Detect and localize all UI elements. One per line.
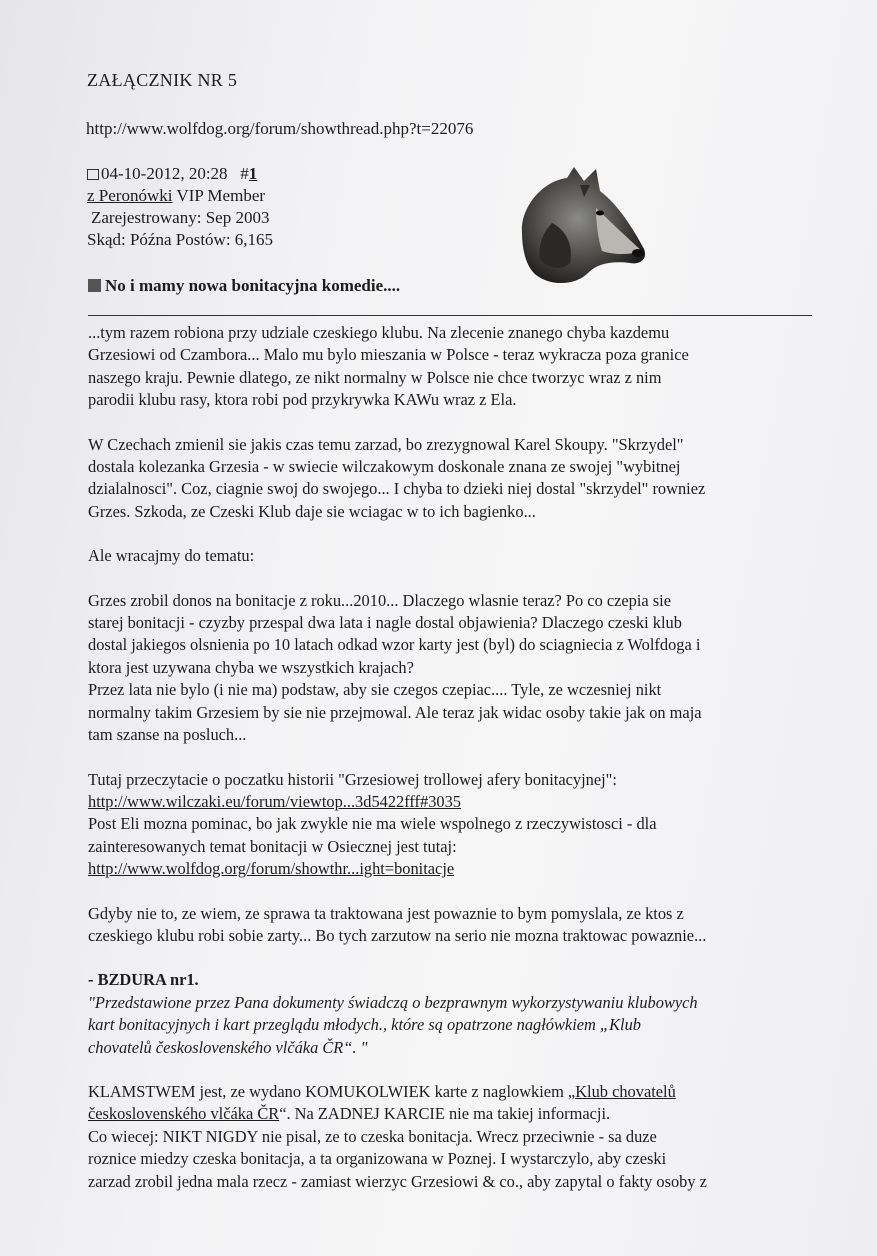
- body-line: Ale wracajmy do tematu:: [88, 546, 255, 566]
- body-line: zainteresowanych temat bonitacji w Osiecznej jest tutaj:: [88, 836, 457, 856]
- quote-line: chovatelů československého vlčáka ČR“. ": [88, 1037, 368, 1057]
- body-line: KLAMSTWEM jest, ze wydano KOMUKOLWIEK karte z naglowkiem „Klub chovatelů: [88, 1081, 676, 1101]
- body-line: Post Eli mozna pominac, bo jak zwykle nie ma wiele wspolnego z rzeczywistosci - dla: [88, 814, 657, 834]
- body-line: starej bonitacji - czyzby przespal dwa lata i nagle dostal objawienia? Dlaczego czeski klub: [88, 613, 682, 633]
- post-author-rank: VIP Member: [176, 186, 266, 205]
- post-number-link[interactable]: 1: [248, 164, 258, 183]
- body-line: naszego kraju. Pewnie dlatego, ze nikt normalny w Polsce nie chce tworzyc wraz z nim: [88, 367, 662, 387]
- bzdura-heading: - BZDURA nr1.: [88, 970, 199, 990]
- body-line: parodii klubu rasy, ktora robi pod przykrywka KAWu wraz z Ela.: [88, 390, 517, 410]
- body-line: Przez lata nie bylo (i nie ma) podstaw, aby sie czegos czepiac.... Tyle, ze wczesniej nikt: [88, 680, 662, 700]
- body-line: ktora jest uzywana chyba we wszystkich krajach?: [88, 657, 414, 677]
- body-line: Tutaj przeczytacie o poczatku historii "Grzesiowej trollowej afery bonitacyjnej":: [88, 769, 617, 789]
- body-line: Grzesiowi od Czambora... Malo mu bylo mieszania w Polsce - teraz wykracza poza granice: [88, 345, 689, 365]
- post-date-row: [87, 163, 273, 185]
- body-line: czeskiego klubu robi sobie zarty... Bo tych zarzutow na serio nie mozna traktowac powaznie...: [88, 925, 707, 945]
- post-icon: [87, 169, 99, 180]
- subject-divider: [88, 315, 812, 316]
- body-line: roznice miedzy czeska bonitacja, a ta organizowana w Poznej. I wystarczylo, aby czeski: [88, 1149, 667, 1169]
- post-subject-text: No i mamy nowa bonitacyjna komedie....: [105, 276, 401, 295]
- post-datetime: 04-10-2012, 20:28: [101, 164, 228, 183]
- body-line: Grzes zrobil donos na bonitacje z roku...2010... Dlaczego wlasnie teraz? Po co czepia sie: [88, 590, 672, 610]
- body-line: ...tym razem robiona przy udziale czeskiego klubu. Na zlecenie znanego chyba kazdemu: [88, 323, 670, 342]
- body-line: tam szanse na posluch...: [88, 725, 247, 745]
- body-line: Co wiecej: NIKT NIGDY nie pisal, ze to czeska bonitacja. Wrecz przeciwnie - sa duze: [88, 1126, 657, 1146]
- body-line: zarzad zrobil jedna mala rzecz - zamiast wierzyc Grzesiowi & co., aby zapytal o fakty osoby z: [88, 1171, 707, 1191]
- post-meta: [87, 163, 273, 251]
- bzdura-label: BZDURA: [97, 970, 166, 990]
- body-line: Gdyby nie to, ze wiem, ze sprawa ta traktowana jest powaznie to bym pomyslala, ze ktos z: [88, 903, 684, 923]
- club-name-part2: československého vlčáka ČR: [88, 1104, 280, 1124]
- quote-line: "Przedstawione przez Pana dokumenty świadczą o bezprawnym wykorzystywaniu klubowych: [88, 992, 698, 1012]
- post-author-link[interactable]: z Peronówki: [87, 186, 173, 205]
- post-number-prefix: #: [240, 164, 249, 183]
- body-line: dzialalnosci". Coz, ciagnie swoj do swojego... I chyba to dzieki niej dostal "skrzydel" rowniez: [88, 479, 706, 499]
- post-registered: Zarejestrowany: Sep 2003: [91, 208, 270, 227]
- wilczaki-forum-link[interactable]: http://www.wilczaki.eu/forum/viewtop...3d5422fff#3035: [88, 791, 461, 811]
- attachment-title: ZAŁĄCZNIK NR 5: [87, 70, 238, 90]
- body-line: dostala kolezanka Grzesia - w swiecie wilczakowym doskonale znana ze swojej "wybitnej: [88, 457, 681, 477]
- thread-url: http://www.wolfdog.org/forum/showthread.php?t=22076: [86, 119, 474, 138]
- post-location-posts: Skąd: Późna Postów: 6,165: [87, 230, 274, 249]
- post-subject-icon: [88, 279, 101, 292]
- body-line: normalny takim Grzesiem by sie nie przejmowal. Ale teraz jak widac osoby takie jak on maja: [88, 702, 702, 722]
- body-line: československého vlčáka ČR“. Na ZADNEJ KARCIE nie ma takiej informacji.: [88, 1104, 611, 1124]
- wolf-avatar-image: [512, 163, 652, 291]
- body-line: W Czechach zmienil sie jakis czas temu zarzad, bo zrezygnowal Karel Skoupy. "Skrzydel": [88, 434, 684, 454]
- post-author-row: [87, 185, 273, 207]
- wolfdog-forum-link[interactable]: http://www.wolfdog.org/forum/showthr...ight=bonitacje: [88, 859, 455, 879]
- quote-line: kart bonitacyjnych i kart przeglądu młodych., które są opatrzone nagłówkiem „Klub: [88, 1015, 641, 1035]
- club-name-part1: Klub chovatelů: [575, 1081, 676, 1101]
- body-line: dostal jakiegos olsnienia po 10 latach odkad wzor karty jest (byl) do sciagniecia z Wolfdoga i: [88, 635, 701, 655]
- post-body: [88, 322, 818, 1193]
- post-subject: [88, 276, 400, 296]
- body-line: Grzes. Szkoda, ze Czeski Klub daje sie wciagac w to ich bagienko...: [88, 501, 536, 521]
